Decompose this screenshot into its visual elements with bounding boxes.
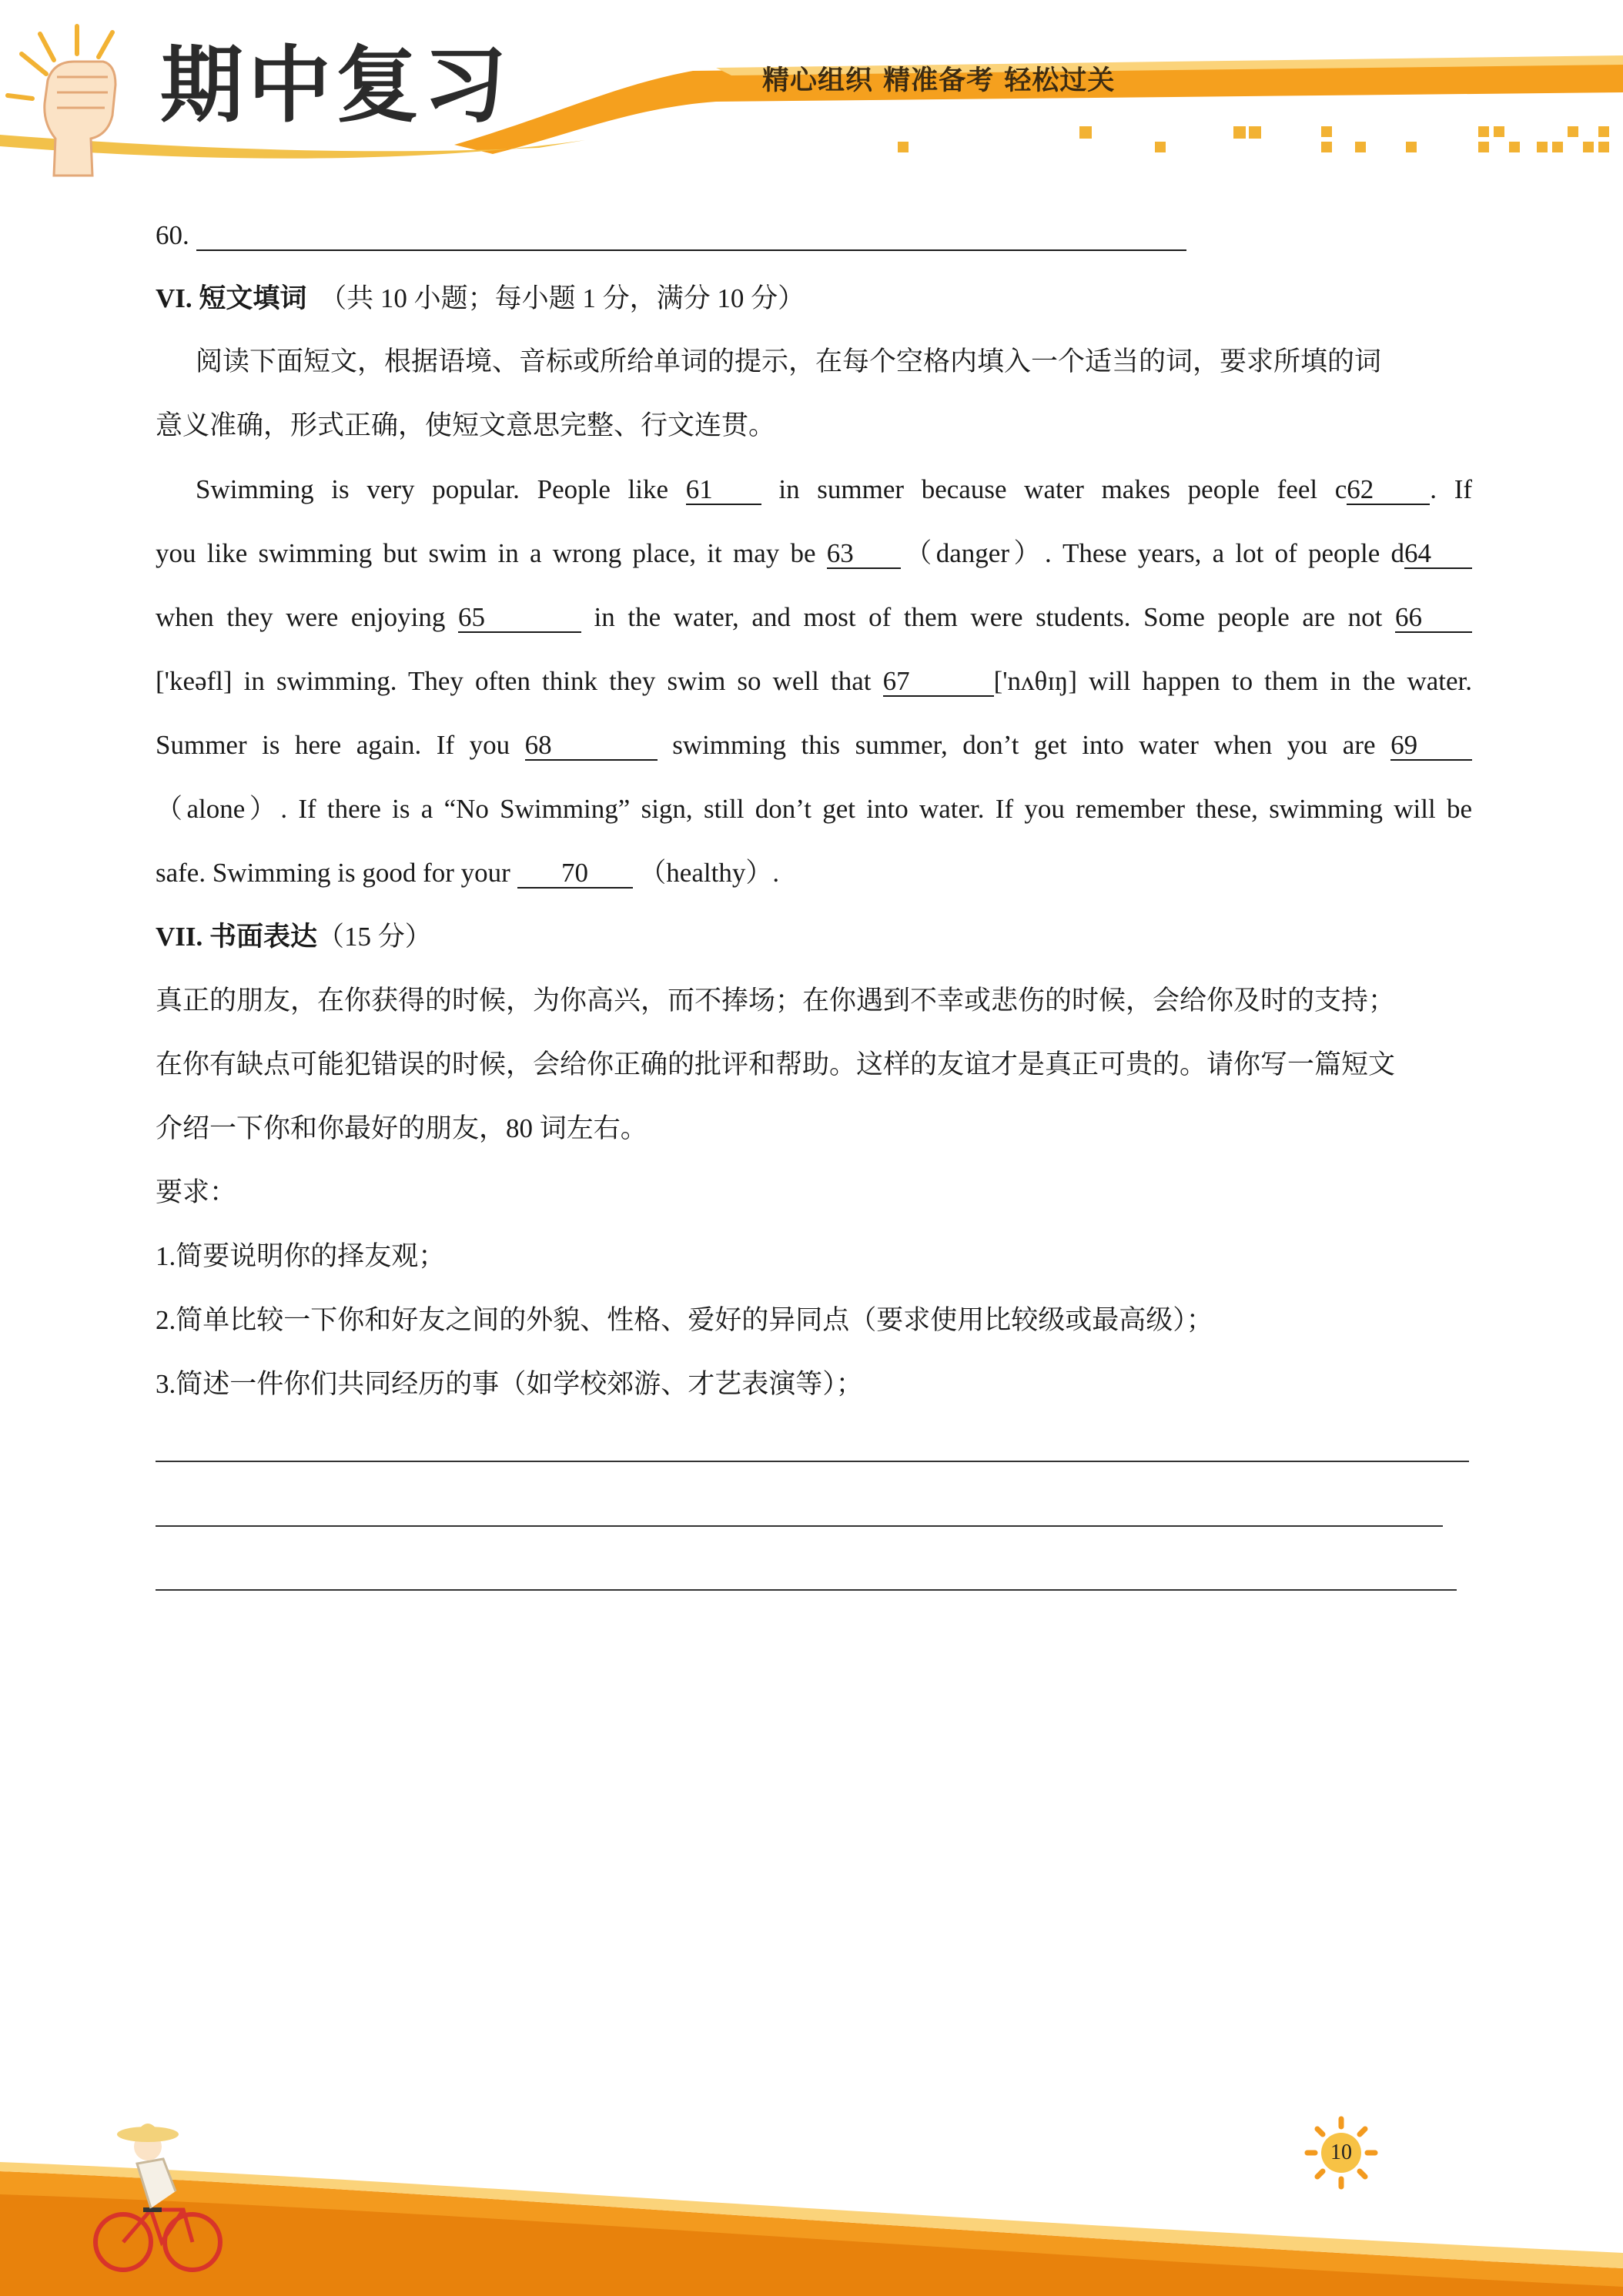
requirements-label: 要求： (156, 1177, 237, 1207)
page-header (0, 0, 1623, 185)
passage-text: Summer is here again. If you (156, 730, 510, 760)
section-6-instruction-1: 阅读下面短文，根据语境、音标或所给单词的提示，在每个空格内填入一个适当的词，要求所填的词 (196, 346, 1382, 377)
blank-61[interactable]: 61 (686, 476, 761, 505)
section-7-note: （15 分） (317, 922, 432, 952)
requirement-3: 3.简述一件你们共同经历的事（如学校郊游、才艺表演等）； (156, 1369, 863, 1399)
writing-prompt-3: 介绍一下你和你最好的朋友，80 词左右。 (156, 1113, 648, 1143)
passage-text: in summer because water makes people feel c (778, 474, 1347, 504)
passage-line-5 (156, 728, 1472, 762)
section-6-heading (156, 282, 1472, 316)
blank-62[interactable]: 62 (1347, 476, 1430, 505)
passage-text: Swimming is very popular. People like (196, 474, 669, 504)
blank-69[interactable]: 69 (1390, 731, 1472, 761)
writing-prompt-2: 在你有缺点可能犯错误的时候，会给你正确的批评和帮助。这样的友谊才是真正可贵的。请你写一篇短文 (156, 1049, 1396, 1079)
writing-prompt-1: 真正的朋友，在你获得的时候，为你高兴，而不捧场；在你遇到不幸或悲伤的时候，会给你及时的支持； (156, 986, 1396, 1016)
writing-line[interactable] (156, 1525, 1443, 1527)
passage-text: safe. Swimming is good for your (156, 858, 510, 888)
decorative-squares (898, 126, 1609, 152)
requirement-1: 1.简要说明你的择友观； (156, 1241, 446, 1271)
section-6-title: 短文填词 (199, 283, 307, 314)
passage-text: （healthy）. (639, 858, 780, 888)
section-6-instruction-2: 意义准确，形式正确，使短文意思完整、行文连贯。 (156, 410, 776, 440)
page-footer (0, 2079, 1623, 2296)
header-slogan: 精心组织 精准备考 轻松过关 (762, 65, 1116, 96)
answer-line-60[interactable] (196, 222, 1186, 251)
passage-line-7 (156, 856, 1472, 890)
passage-text: ['nʌθɪŋ] will happen to them in the water. (993, 666, 1472, 696)
writing-line[interactable] (156, 1589, 1457, 1591)
section-7-heading (156, 920, 1472, 954)
blank-64[interactable]: 64 (1404, 540, 1472, 569)
section-6-note: （共 10 小题；每小题 1 分，满分 10 分） (320, 283, 805, 313)
blank-66[interactable]: 66 (1395, 604, 1472, 633)
question-60-label: 60. (156, 220, 189, 250)
requirement-2: 2.简单比较一下你和好友之间的外貌、性格、爱好的异同点（要求使用比较级或最高级）； (156, 1305, 1213, 1335)
blank-70[interactable]: 70 (517, 859, 633, 889)
blank-67[interactable]: 67 (883, 668, 994, 697)
writing-line[interactable] (156, 1461, 1469, 1462)
passage-text: you like swimming but swim in a wrong place, it may be (156, 538, 816, 568)
passage-text: when they were enjoying (156, 602, 446, 632)
section-6-number: VI. (156, 283, 192, 313)
blank-68[interactable]: 68 (525, 731, 658, 761)
fist-icon (8, 26, 115, 176)
blank-65[interactable]: 65 (458, 604, 581, 633)
passage-line-2 (156, 537, 1472, 571)
section-7-number: VII. (156, 922, 203, 952)
header-title: 期中复习 (160, 38, 512, 134)
passage-text: （danger）. These years, a lot of people d (900, 538, 1404, 568)
passage-text: . If (1430, 474, 1473, 504)
question-60 (156, 219, 1472, 253)
passage-text: in the water, and most of them were students. Some people are not (594, 602, 1383, 632)
passage-line-1 (196, 473, 1472, 507)
page-number: 10 (1330, 2140, 1352, 2164)
passage-text: swimming this summer, don’t get into water when you are (672, 730, 1376, 760)
blank-63[interactable]: 63 (827, 540, 901, 569)
section-7-title: 书面表达 (209, 922, 318, 952)
passage-line-3 (156, 601, 1472, 634)
passage-line-4 (156, 664, 1472, 698)
passage-text: ['keəfl] in swimming. They often think they swim so well that (156, 666, 872, 696)
footer-banner-graphic (0, 2079, 1623, 2296)
passage-line-6: （alone）. If there is a “No Swimming” sign, still don’t get into water. If you remember these, swimming will be (156, 794, 1472, 824)
